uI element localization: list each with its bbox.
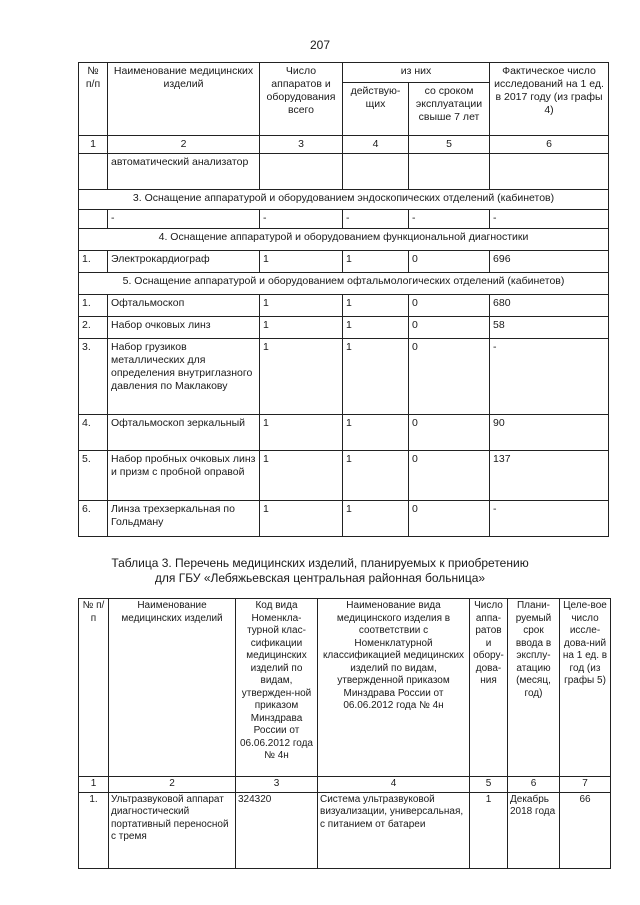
table-caption <box>0 556 640 586</box>
table-cell-old: 0 <box>409 317 490 339</box>
table-cell-actual: 680 <box>490 295 609 317</box>
planned-purchase-table <box>78 598 611 869</box>
colnum: 4 <box>318 777 470 793</box>
colnum: 5 <box>409 136 490 154</box>
header-code: Код вида Номенкла-турной клас-сификации медицинских изделий по видам, утвержден-ной приказом Минздрава России от 06.06.2012 года № 4н <box>236 599 318 777</box>
table-cell-name: Набор пробных очковых линз и призм с пробной оправой <box>108 451 260 501</box>
header-kind: Наименование вида медицинского изделия в соответствии с Номенклатурной классификацией медицинских изделий по видам, утвержденной приказом Минздрава России от 06.06.2012 года № 4н <box>318 599 470 777</box>
table-cell-total: 1 <box>260 317 343 339</box>
table-cell-num: 2. <box>79 317 108 339</box>
colnum: 4 <box>343 136 409 154</box>
section-heading: 4. Оснащение аппаратурой и оборудованием функциональной диагностики <box>79 229 609 251</box>
table-row <box>79 792 611 868</box>
colnum: 6 <box>490 136 609 154</box>
table-cell-num: 6. <box>79 501 108 537</box>
table-cell-old: 0 <box>409 339 490 415</box>
caption-line: для ГБУ «Лебяжьевская центральная районная больница» <box>154 571 486 585</box>
colnum: 1 <box>79 136 108 154</box>
table-cell-active: 1 <box>343 415 409 451</box>
table-cell-kind: Система ультразвуковой визуализации, универсальная, с питанием от батареи <box>318 792 470 868</box>
header-term: Плани-руемый срок ввода в эксплу-атацию (месяц, год) <box>508 599 560 777</box>
header-count: Число аппа-ратов и обору-дова-ния <box>470 599 508 777</box>
table-cell-actual: 58 <box>490 317 609 339</box>
table-row <box>79 501 609 537</box>
colnum: 3 <box>236 777 318 793</box>
table-cell-actual: 90 <box>490 415 609 451</box>
table-cell-target: 66 <box>560 792 611 868</box>
table-cell: - <box>343 210 409 229</box>
table-row <box>79 251 609 273</box>
table-cell-name: Набор очковых линз <box>108 317 260 339</box>
table-row <box>79 317 609 339</box>
table-cell-active: 1 <box>343 451 409 501</box>
table-cell: - <box>490 210 609 229</box>
table-cell-name: Электрокардиограф <box>108 251 260 273</box>
header-target: Целе-вое число иссле-дова-ний на 1 ед. в год (из графы 5) <box>560 599 611 777</box>
table-cell-total: 1 <box>260 295 343 317</box>
table-cell-active: 1 <box>343 295 409 317</box>
table-cell-name: Ультразвуковой аппарат диагностический портативный переносной с тремя <box>109 792 236 868</box>
table-row <box>79 295 609 317</box>
equipment-table <box>78 62 609 537</box>
colnum: 5 <box>470 777 508 793</box>
table-cell-active: 1 <box>343 251 409 273</box>
table-cell-num: 1. <box>79 251 108 273</box>
colnum: 7 <box>560 777 611 793</box>
table-cell-num: 1. <box>79 295 108 317</box>
header-total: Число аппаратов и оборудования всего <box>260 63 343 136</box>
table-cell-num: 4. <box>79 415 108 451</box>
table-cell-num: 5. <box>79 451 108 501</box>
table-cell-old: 0 <box>409 295 490 317</box>
page-number: 207 <box>309 38 331 52</box>
colnum: 2 <box>109 777 236 793</box>
table-cell-total: 1 <box>260 339 343 415</box>
header-num: № п/п <box>79 63 108 136</box>
table-cell-actual: - <box>490 501 609 537</box>
table-cell-active: 1 <box>343 339 409 415</box>
header-name: Наименование медицинских изделий <box>109 599 236 777</box>
table-cell-active: 1 <box>343 317 409 339</box>
section-heading: 5. Оснащение аппаратурой и оборудованием офтальмологических отделений (кабинетов) <box>79 273 609 295</box>
table-cell-active: 1 <box>343 501 409 537</box>
table-cell-actual: 137 <box>490 451 609 501</box>
colnum: 6 <box>508 777 560 793</box>
header-name: Наименование медицинских изделий <box>108 63 260 136</box>
table-row <box>79 339 609 415</box>
table-cell-name: Офтальмоскоп зеркальный <box>108 415 260 451</box>
table-cell-total: 1 <box>260 451 343 501</box>
header-num: № п/п <box>79 599 109 777</box>
table-cell-old: 0 <box>409 451 490 501</box>
table-cell-old: 0 <box>409 501 490 537</box>
table-cell-total: 1 <box>260 501 343 537</box>
header-old: со сроком эксплуатации свыше 7 лет <box>409 83 490 136</box>
header-actual: Фактическое число исследований на 1 ед. в 2017 году (из графы 4) <box>490 63 609 136</box>
colnum: 3 <box>260 136 343 154</box>
table-cell-num: 1. <box>79 792 109 868</box>
colnum: 2 <box>108 136 260 154</box>
table-cell-num: 3. <box>79 339 108 415</box>
table-cell-actual: - <box>490 339 609 415</box>
table-cell-name: Набор грузиков металлических для определения внутриглазного давления по Маклакову <box>108 339 260 415</box>
table-cell: - <box>409 210 490 229</box>
header-active: действую-щих <box>343 83 409 136</box>
table-cell-old: 0 <box>409 415 490 451</box>
table-cell-total: 1 <box>260 251 343 273</box>
table-cell-old: 0 <box>409 251 490 273</box>
table-cell-actual: 696 <box>490 251 609 273</box>
table-cell-term: Декабрь 2018 года <box>508 792 560 868</box>
section-heading: 3. Оснащение аппаратурой и оборудованием эндоскопических отделений (кабинетов) <box>79 190 609 210</box>
header-of-them: из них <box>343 63 490 83</box>
table-cell-code: 324320 <box>236 792 318 868</box>
table-row <box>79 451 609 501</box>
table-cell-count: 1 <box>470 792 508 868</box>
colnum: 1 <box>79 777 109 793</box>
table-row <box>79 210 609 229</box>
table-row <box>79 415 609 451</box>
table-cell: - <box>108 210 260 229</box>
table-cell: - <box>260 210 343 229</box>
table-cell-name: Линза трехзеркальная по Гольдману <box>108 501 260 537</box>
table-cell-total: 1 <box>260 415 343 451</box>
table-cell-name: Офтальмоскоп <box>108 295 260 317</box>
caption-line: Таблица 3. Перечень медицинских изделий, планируемых к приобретению <box>111 556 529 570</box>
table-cell-name: автоматический анализатор <box>108 154 260 190</box>
